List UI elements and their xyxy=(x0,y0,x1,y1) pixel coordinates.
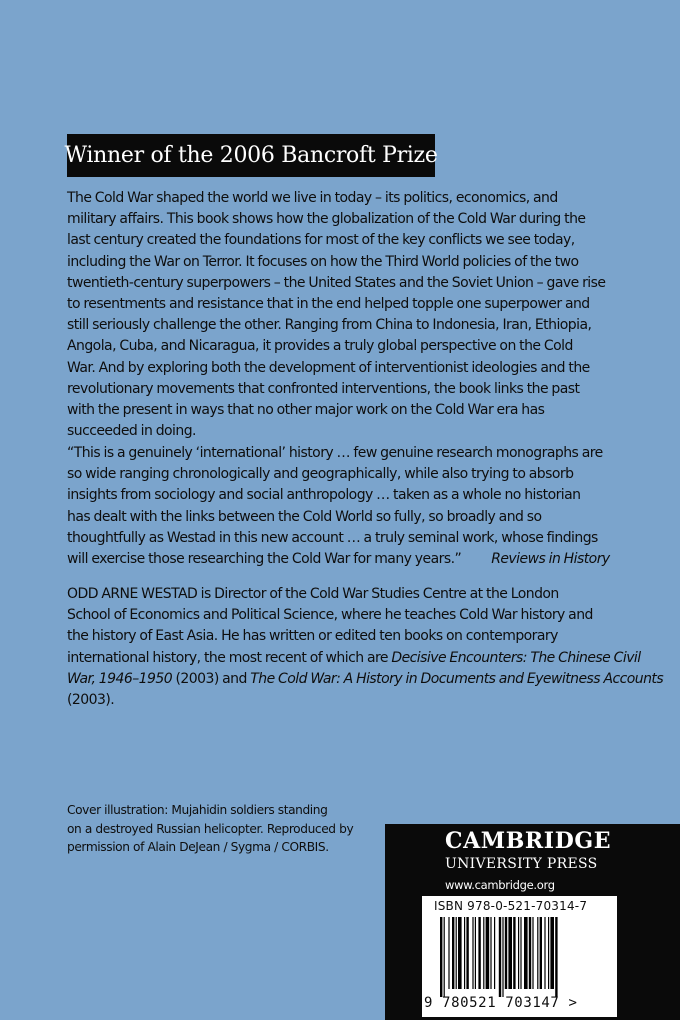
credit-line: on a destroyed Russian helicopter. Reproduced by xyxy=(67,821,354,836)
publisher-panel xyxy=(385,824,680,1020)
isbn-text: ISBN 978-0-521-70314-7 xyxy=(434,899,588,913)
review-line: insights from sociology and social anthropology … taken as a whole no historian xyxy=(67,487,581,504)
description-line: still seriously challenge the other. Ranging from China to Indonesia, Iran, Ethiopia, xyxy=(67,317,592,334)
barcode-bar xyxy=(456,917,457,989)
barcode-digits: 9 780521 703147 > xyxy=(424,995,578,1011)
review-last-text: will exercise those researching the Cold War for many years.” xyxy=(67,551,462,568)
description-line: Angola, Cuba, and Nicaragua, it provides a truly global perspective on the Cold xyxy=(67,338,573,355)
description-line: War. And by exploring both the development of interventionist ideologies and the xyxy=(67,359,590,376)
description-line: military affairs. This book shows how the globalization of the Cold War during the xyxy=(67,211,586,228)
description-line: The Cold War shaped the world we live in today – its politics, economics, and xyxy=(67,190,558,206)
publisher-logo-subtitle: UNIVERSITY PRESS xyxy=(445,856,598,872)
description-line: succeeded in doing. xyxy=(67,423,196,440)
publisher-logo-name: CAMBRIDGE xyxy=(445,828,612,854)
bio-text: (2003) and xyxy=(172,670,251,687)
review-line-last xyxy=(67,549,610,570)
bio-line: School of Economics and Political Science, where he teaches Cold War history and xyxy=(67,607,593,624)
publisher-website: www.cambridge.org xyxy=(445,878,555,892)
cover-credit xyxy=(67,801,353,857)
barcode-bar xyxy=(472,917,473,989)
barcode-bar xyxy=(555,917,557,997)
barcode-bar xyxy=(537,917,538,989)
review-source: Reviews in History xyxy=(491,551,610,568)
review-line: so wide ranging chronologically and geographically, while also trying to absorb xyxy=(67,466,574,483)
barcode-bar xyxy=(520,917,521,989)
barcode-bar xyxy=(505,917,507,989)
description-line: including the War on Terror. It focuses on how the Third World policies of the two xyxy=(67,253,579,270)
barcode-bar xyxy=(540,917,542,989)
bio-line: ODD ARNE WESTAD is Director of the Cold War Studies Centre at the London xyxy=(67,586,559,602)
barcode-bar xyxy=(494,917,495,989)
bio-text: international history, the most recent of which are xyxy=(67,649,392,666)
barcode-bar xyxy=(518,917,519,989)
barcode-bar xyxy=(548,917,549,989)
barcode-bar xyxy=(550,917,554,989)
book-title: War, 1946–1950 xyxy=(67,670,173,687)
review-line: “This is a genuinely ‘international’ history … few genuine research monographs are xyxy=(67,445,603,461)
review-quote xyxy=(67,443,610,570)
barcode-label xyxy=(422,896,617,1017)
description-line: with the present in ways that no other major work on the Cold War era has xyxy=(67,402,545,419)
barcode-bar xyxy=(478,917,480,989)
book-title: Decisive Encounters: The Chinese Civil xyxy=(391,649,641,666)
barcode-bar xyxy=(532,917,533,989)
barcode-bar xyxy=(464,917,465,989)
barcode-bar xyxy=(448,917,449,989)
barcode-bar xyxy=(513,917,515,989)
barcode-bar xyxy=(458,917,462,989)
description-line: last century created the foundations for most of the key conflicts we see today, xyxy=(67,232,575,249)
barcode-bar xyxy=(508,917,512,989)
barcode-bar xyxy=(475,917,476,989)
credit-line: permission of Alain DeJean / Sygma / CORBIS. xyxy=(67,840,329,854)
barcode-bars xyxy=(440,917,598,997)
barcode-bar xyxy=(524,917,528,989)
barcode-bar xyxy=(544,917,545,989)
bio-line xyxy=(67,669,663,690)
barcode-bar xyxy=(502,917,503,997)
barcode-bar xyxy=(444,917,445,997)
review-line: has dealt with the links between the Cold World so fully, so broadly and so xyxy=(67,508,542,525)
description-line: revolutionary movements that confronted interventions, the book links the past xyxy=(67,380,580,397)
book-title: The Cold War: A History in Documents and Eyewitness Accounts xyxy=(250,670,664,687)
prize-text: Winner of the 2006 Bancroft Prize xyxy=(64,143,438,168)
barcode-bar xyxy=(466,917,468,989)
barcode-bar xyxy=(486,917,490,989)
review-line: thoughtfully as Westad in this new account … a truly seminal work, whose findings xyxy=(67,529,598,546)
book-description xyxy=(67,188,605,442)
barcode-bar xyxy=(499,917,501,997)
prize-banner xyxy=(64,134,438,177)
barcode-bar xyxy=(490,917,491,989)
barcode-bar xyxy=(440,917,442,997)
description-line: twentieth-century superpowers – the United States and the Soviet Union – gave rise xyxy=(67,274,606,291)
author-bio xyxy=(67,584,663,711)
barcode-bar xyxy=(452,917,454,989)
credit-line: Cover illustration: Mujahidin soldiers standing xyxy=(67,803,328,817)
bio-line: (2003). xyxy=(67,692,115,709)
barcode-bar xyxy=(529,917,531,989)
bio-line xyxy=(67,648,663,669)
barcode-bar xyxy=(483,917,484,989)
bio-line: the history of East Asia. He has written or edited ten books on contemporary xyxy=(67,628,558,645)
description-line: to resentments and resistance that in the end helped topple one superpower and xyxy=(67,296,590,313)
